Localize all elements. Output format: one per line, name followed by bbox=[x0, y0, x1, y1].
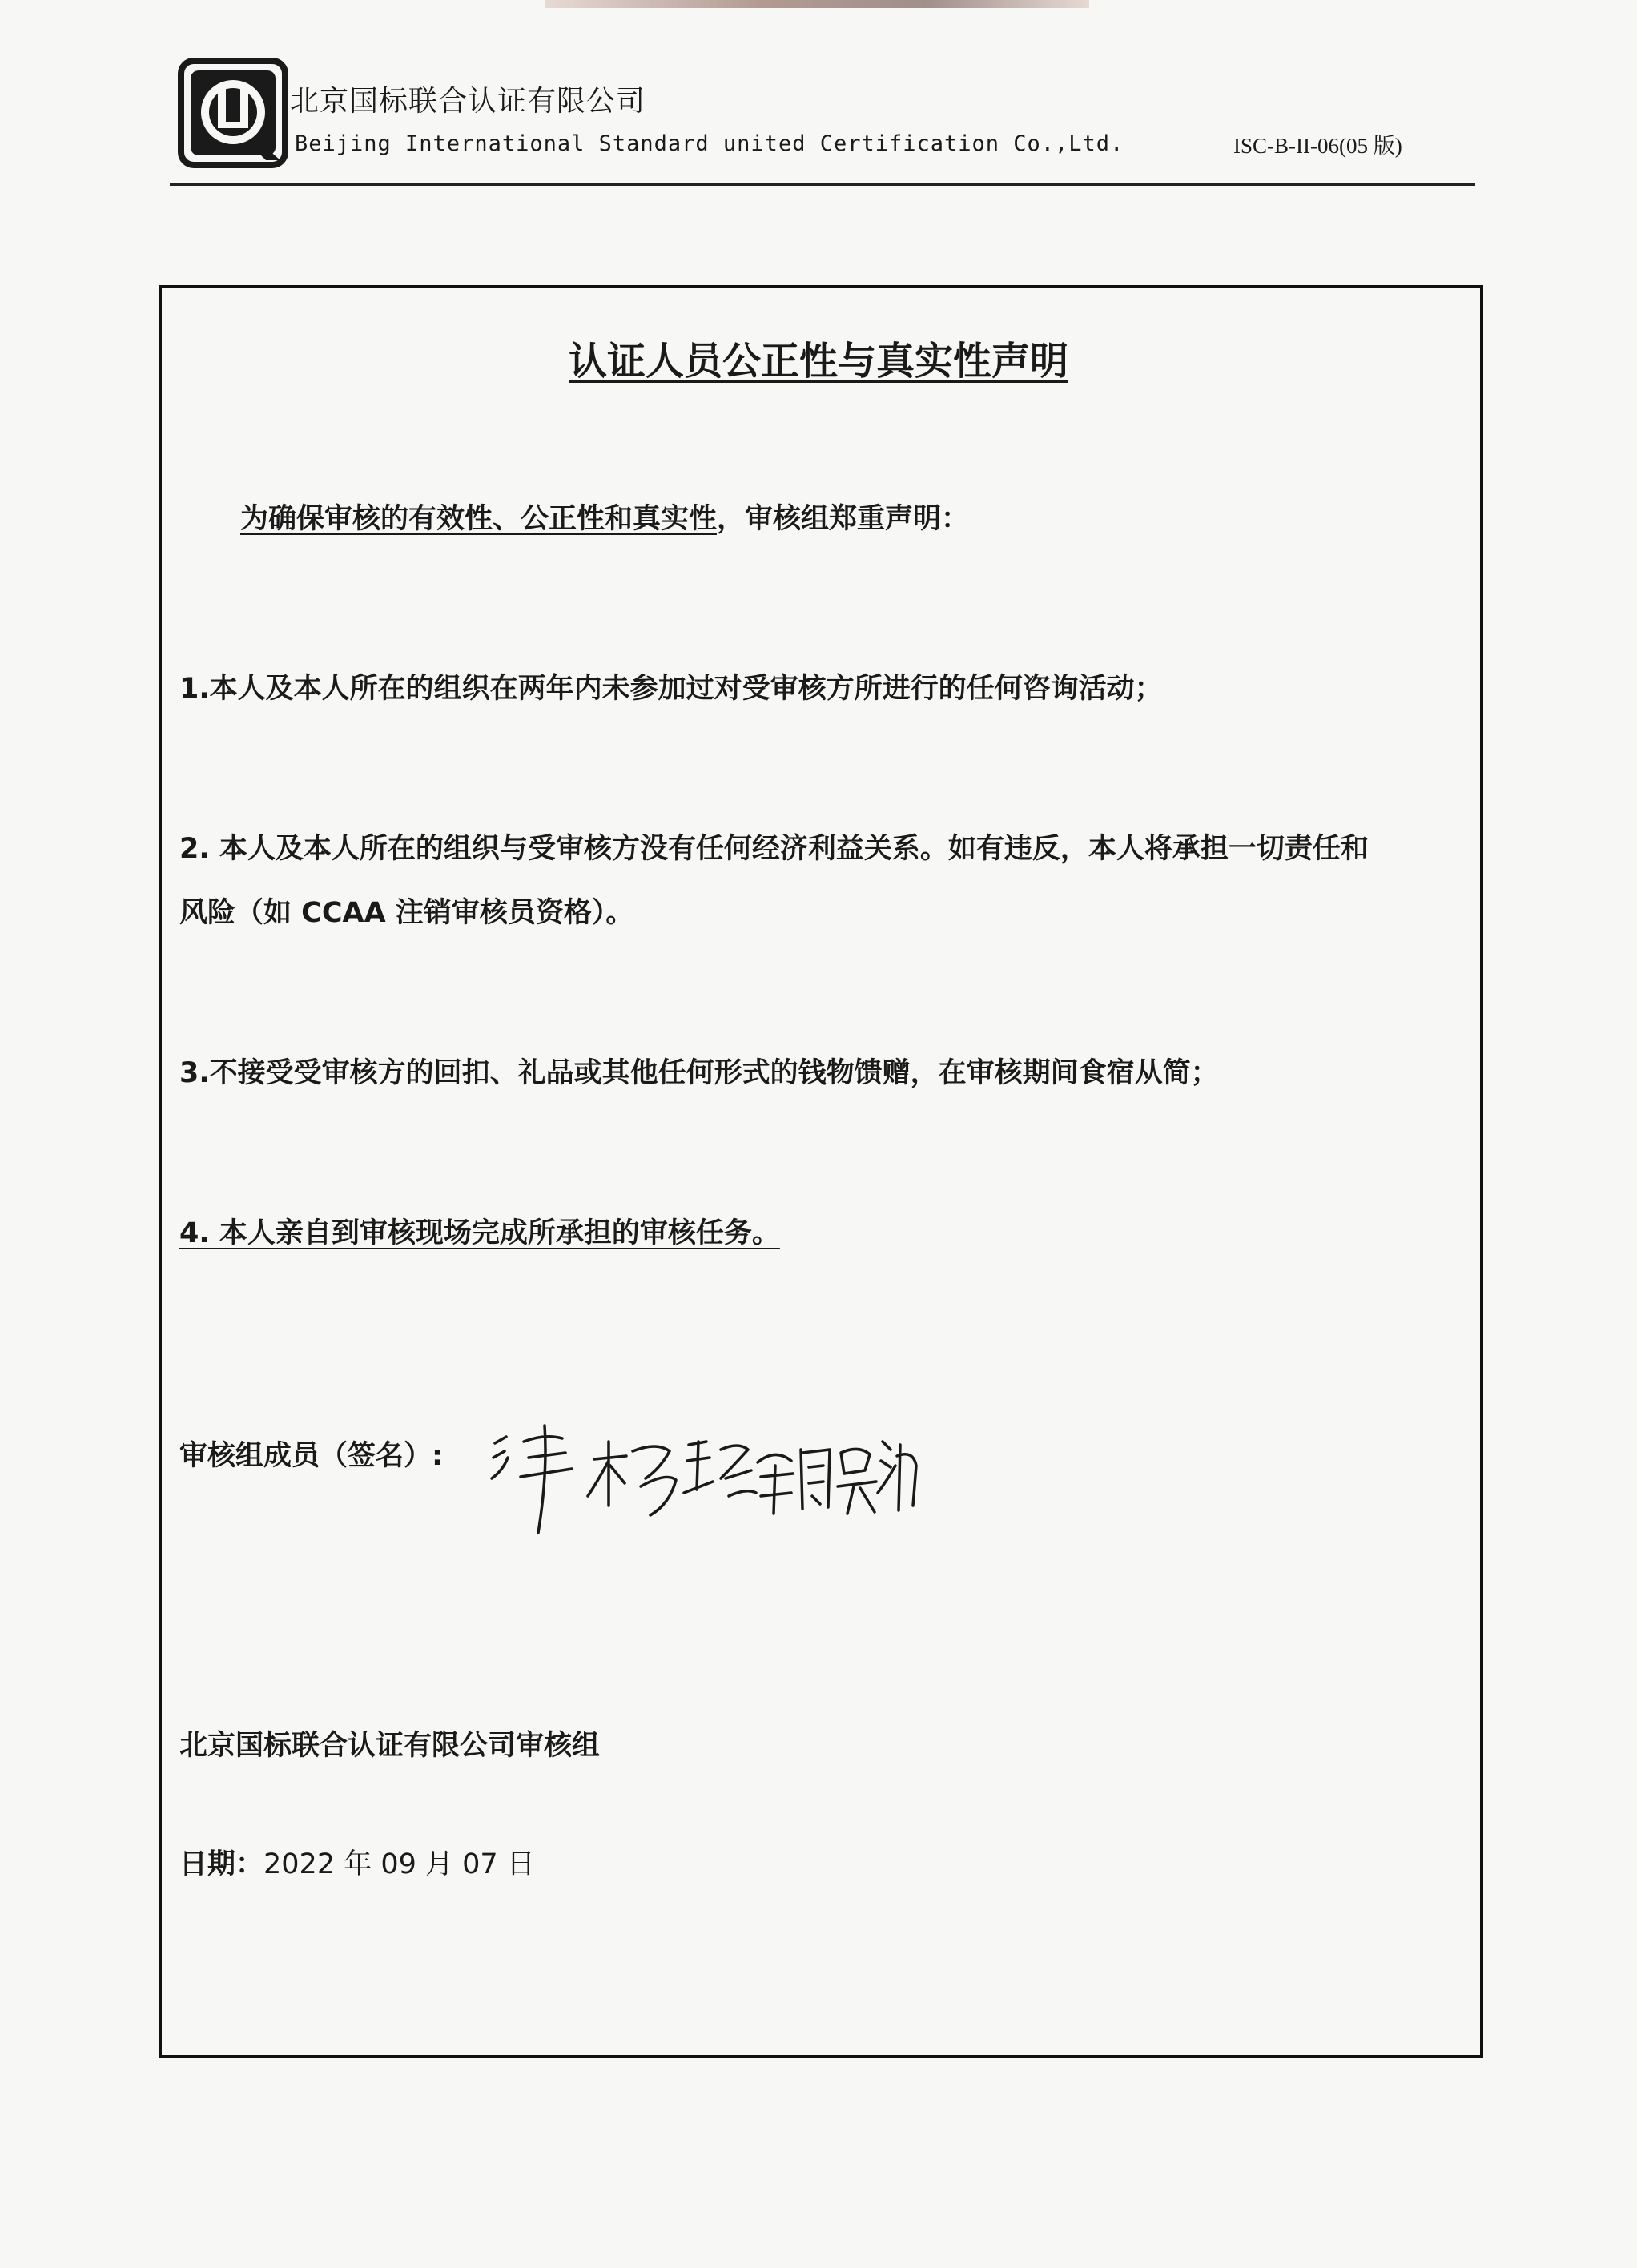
page-title bbox=[0, 330, 1637, 385]
header-divider bbox=[170, 183, 1475, 186]
declaration-item-3: 3.不接受受审核方的回扣、礼品或其他任何形式的钱物馈赠，在审核期间食宿从简； bbox=[179, 1057, 1219, 1089]
document-code: ISC-B-II-06(05 版) bbox=[1233, 134, 1402, 158]
declaration-item-1: 1.本人及本人所在的组织在两年内未参加过对受审核方所进行的任何咨询活动； bbox=[179, 673, 1163, 705]
audit-team-organization: 北京国标联合认证有限公司审核组 bbox=[179, 1730, 601, 1762]
declaration-date bbox=[179, 1842, 535, 1882]
handwritten-signatures bbox=[489, 1409, 921, 1546]
intro-paragraph bbox=[240, 497, 969, 537]
members-signature-label: 审核组成员（签名）: bbox=[179, 1440, 443, 1472]
company-logo-icon bbox=[178, 58, 288, 168]
declaration-frame bbox=[159, 285, 1483, 2058]
declaration-item-2-line-2: 风险（如 CCAA 注销审核员资格）。 bbox=[179, 897, 634, 929]
title-text: 认证人员公正性与真实性声明 bbox=[568, 339, 1068, 384]
company-name-chinese: 北京国标联合认证有限公司 bbox=[290, 85, 646, 118]
date-label: 日期： bbox=[179, 1848, 264, 1880]
intro-underlined-text: 为确保审核的有效性、公正性和真实性 bbox=[240, 503, 718, 535]
company-name-english: Beijing International Standard united Certification Co.,Ltd. bbox=[295, 131, 1124, 156]
date-value: 2022 年 09 月 07 日 bbox=[263, 1848, 535, 1880]
declaration-item-4: 4. 本人亲自到审核现场完成所承担的审核任务。 bbox=[179, 1217, 780, 1249]
letterhead bbox=[0, 0, 1637, 192]
intro-rest-text: ，审核组郑重声明： bbox=[717, 503, 970, 535]
declaration-item-2-line-1: 2. 本人及本人所在的组织与受审核方没有任何经济利益关系。如有违反，本人将承担一切责任和 bbox=[179, 833, 1369, 865]
